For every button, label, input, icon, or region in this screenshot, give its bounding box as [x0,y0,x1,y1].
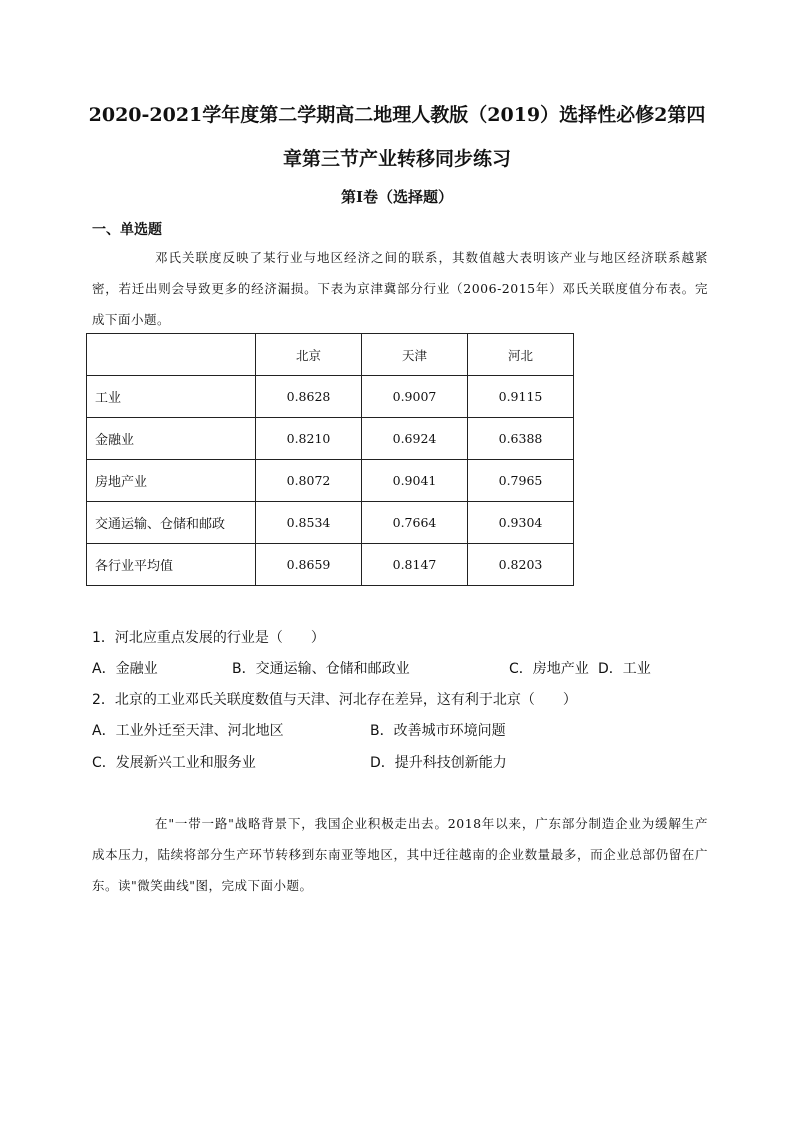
industry-cell: 各行业平均值 [87,544,256,586]
value-cell: 0.8628 [256,376,362,418]
question-2-stem: 2．北京的工业邓氏关联度数值与天津、河北存在差异，这有利于北京（ ） [92,692,577,708]
table-row [87,418,574,460]
industry-cell: 工业 [87,376,256,418]
value-cell: 0.8072 [256,460,362,502]
question-1-stem: 1．河北应重点发展的行业是（ ） [92,630,325,646]
value-cell: 0.6924 [362,418,468,460]
value-cell: 0.9007 [362,376,468,418]
header-cell: 北京 [256,334,362,376]
question-1-option-c[interactable]: C．房地产业 [509,661,589,677]
header-corner-cell [87,334,256,376]
volume-subtitle: 第I卷（选择题） [340,188,454,206]
value-cell: 0.9115 [468,376,574,418]
table-row [87,544,574,586]
value-cell: 0.7664 [362,502,468,544]
question-2-option-d[interactable]: D．提升科技创新能力 [370,755,507,771]
question-2-option-b[interactable]: B．改善城市环境问题 [370,723,506,739]
value-cell: 0.6388 [468,418,574,460]
section-heading: 一、单选题 [92,222,162,238]
value-cell: 0.8210 [256,418,362,460]
table-row [87,376,574,418]
question-2-option-c[interactable]: C．发展新兴工业和服务业 [92,755,256,771]
value-cell: 0.8659 [256,544,362,586]
industry-cell: 金融业 [87,418,256,460]
value-cell: 0.8203 [468,544,574,586]
header-cell: 天津 [362,334,468,376]
question-1-option-d[interactable]: D．工业 [598,661,651,677]
value-cell: 0.9041 [362,460,468,502]
value-cell: 0.8534 [256,502,362,544]
industry-cell: 房地产业 [87,460,256,502]
header-cell: 河北 [468,334,574,376]
second-passage: 在"一带一路"战略背景下，我国企业积极走出去。2018年以来，广东部分制造企业为缓解生产成本压力，陆续将部分生产环节转移到东南亚等地区，其中迁往越南的企业数量最多，而企业总部仍留在广东。读"微笑曲线"图，完成下面小题。 [92,816,708,893]
table-row [87,502,574,544]
question-1-option-b[interactable]: B．交通运输、仓储和邮政业 [232,661,410,677]
table-header-row [87,334,574,376]
intro-paragraph: 邓氏关联度反映了某行业与地区经济之间的联系，其数值越大表明该产业与地区经济联系越紧密，若迁出则会导致更多的经济漏损。下表为京津冀部分行业（2006-2015年）邓氏关联度值分布表。完成下面小题。 [92,250,708,327]
deng-correlation-table [86,333,574,586]
question-1-option-a[interactable]: A．金融业 [92,661,158,677]
document-title-line-2: 章第三节产业转移同步练习 [282,148,511,170]
industry-cell: 交通运输、仓储和邮政 [87,502,256,544]
value-cell: 0.7965 [468,460,574,502]
question-2-option-a[interactable]: A．工业外迁至天津、河北地区 [92,723,284,739]
value-cell: 0.8147 [362,544,468,586]
table-row [87,460,574,502]
value-cell: 0.9304 [468,502,574,544]
document-title-line-1: 2020-2021学年度第二学期高二地理人教版（2019）选择性必修2第四 [88,104,706,126]
